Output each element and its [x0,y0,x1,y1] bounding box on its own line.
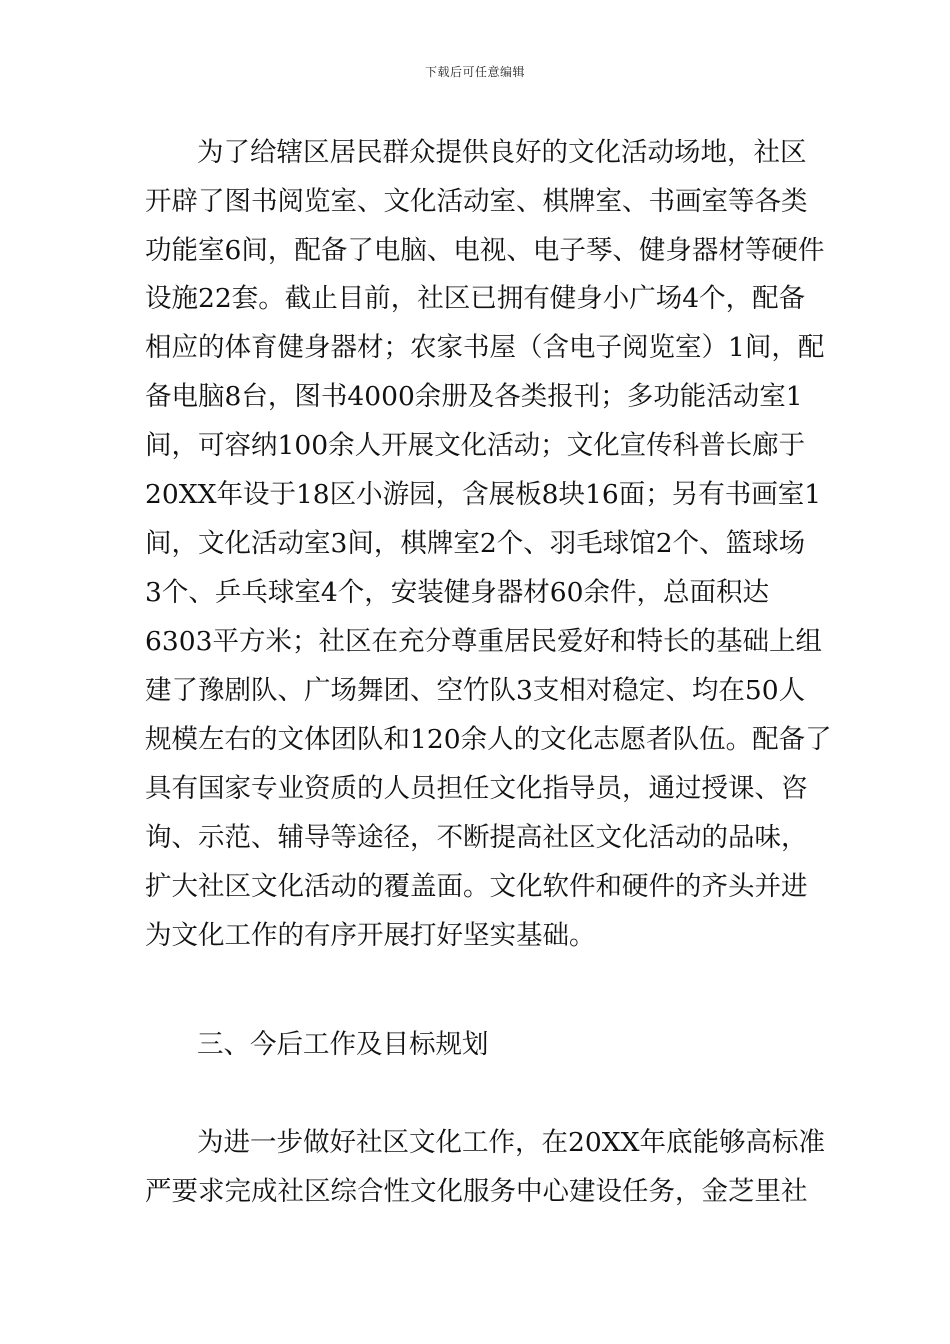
text-line: 规模左右的文体团队和120余人的文化志愿者队伍。配备了 [145,724,832,755]
paragraph-1-line-9 [0,519,950,569]
paragraph-2-line-1 [0,1118,950,1168]
paragraph-1-line-17 [0,911,950,961]
text-line: 严要求完成社区综合性文化服务中心建设任务，金芝里社 [145,1176,808,1207]
text-line: 3个、乒乓球室4个，安装健身器材60余件，总面积达 [145,577,769,608]
text-line: 功能室6间，配备了电脑、电视、电子琴、健身器材等硬件 [145,235,825,266]
text-line: 开辟了图书阅览室、文化活动室、棋牌室、书画室等各类 [145,186,808,217]
text-line: 间，可容纳100余人开展文化活动；文化宣传科普长廊于 [145,430,806,461]
paragraph-1-line-2 [0,177,950,227]
text-line: 建了豫剧队、广场舞团、空竹队3支相对稳定、均在50人 [145,675,806,706]
paragraph-1-line-5 [0,323,950,373]
text-line: 为进一步做好社区文化工作，在20XX年底能够高标准 [197,1127,825,1158]
paragraph-1-line-1 [0,128,950,178]
paragraph-1-line-13 [0,715,950,765]
text-line: 备电脑8台，图书4000余册及各类报刊；多功能活动室1 [145,381,803,412]
section-heading [0,1020,950,1070]
text-line: 扩大社区文化活动的覆盖面。文化软件和硬件的齐头并进 [145,871,808,902]
paragraph-1-line-16 [0,862,950,912]
paragraph-1-line-12 [0,666,950,716]
paragraph-1-line-15 [0,813,950,863]
text-line: 询、示范、辅导等途径，不断提高社区文化活动的品味， [145,822,808,853]
text-line: 设施22套。截止目前，社区已拥有健身小广场4个，配备 [145,283,806,314]
paragraph-2-line-2 [0,1167,950,1217]
page-header: 下载后可任意编辑 [424,65,525,79]
paragraph-1-line-8 [0,470,950,520]
text-line: 具有国家专业资质的人员担任文化指导员，通过授课、咨 [145,773,808,804]
text-line: 间，文化活动室3间，棋牌室2个、羽毛球馆2个、篮球场 [145,528,806,559]
paragraph-1-line-7 [0,421,950,471]
text-line: 为文化工作的有序开展打好坚实基础。 [145,920,596,951]
text-line: 相应的体育健身器材；农家书屋（含电子阅览室）1间，配 [145,332,825,363]
paragraph-1-line-14 [0,764,950,814]
paragraph-1-line-10 [0,568,950,618]
text-line: 20XX年设于18区小游园，含展板8块16面；另有书画室1 [145,479,822,510]
text-line: 6303平方米；社区在充分尊重居民爱好和特长的基础上组 [145,626,822,657]
text-line: 为了给辖区居民群众提供良好的文化活动场地，社区 [197,137,807,168]
paragraph-1-line-3 [0,226,950,276]
paragraph-1-line-6 [0,372,950,422]
paragraph-1-line-4 [0,274,950,324]
section-heading-text: 三、今后工作及目标规划 [197,1029,489,1060]
paragraph-1-line-11 [0,617,950,667]
